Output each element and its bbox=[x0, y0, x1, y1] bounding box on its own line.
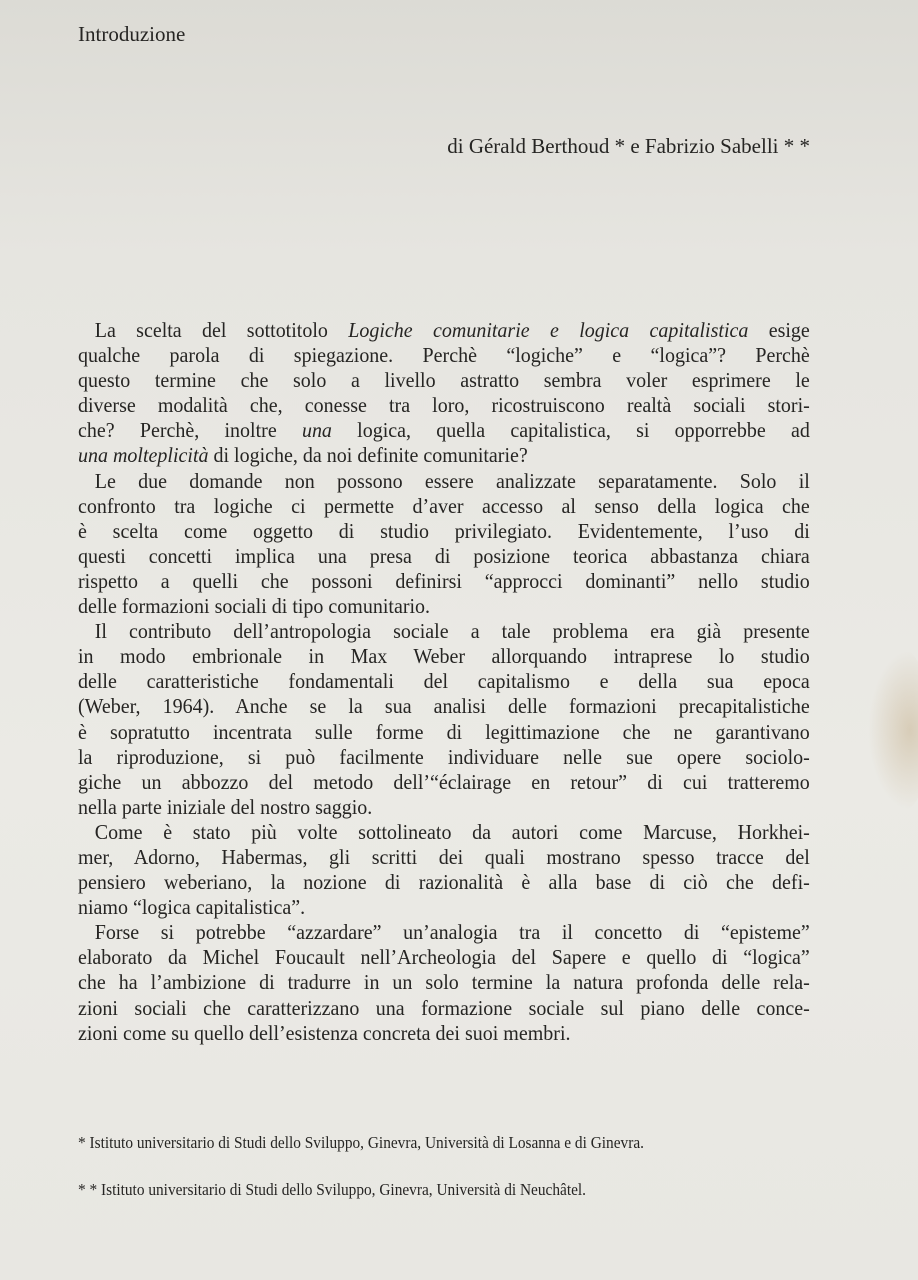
italic-text: Logiche comunitarie e logica capitalistica bbox=[348, 318, 749, 342]
text-segment: la riproduzione, si può facilmente individuare nelle sue opere sociolo- bbox=[78, 744, 810, 769]
text-segment: zioni come su quello dell’esistenza concreta dei suoi membri. bbox=[78, 1020, 571, 1045]
paragraph bbox=[78, 469, 810, 620]
text-line bbox=[78, 795, 810, 820]
text-segment: (Weber, 1964). Anche se la sua analisi delle formazioni precapitalistiche bbox=[78, 694, 810, 719]
text-line bbox=[78, 895, 810, 920]
footnote-1: * Istituto universitario di Studi dello Sviluppo, Ginevra, Università di Losanna e di Ginevra. bbox=[78, 1133, 644, 1152]
text-line bbox=[78, 443, 810, 468]
chapter-title: Introduzione bbox=[78, 22, 186, 46]
text-line bbox=[78, 770, 810, 795]
paragraph bbox=[78, 619, 810, 820]
text-segment: Le due domande non possono essere analizzate separatamente. Solo il bbox=[94, 468, 810, 493]
text-line bbox=[78, 619, 810, 644]
text-line bbox=[78, 820, 810, 845]
text-line bbox=[78, 318, 810, 343]
text-line bbox=[78, 469, 810, 494]
text-segment: diverse modalità che, conesse tra loro, ricostruiscono realtà sociali stori- bbox=[78, 393, 810, 418]
text-line bbox=[78, 494, 810, 519]
text-segment: logica, quella capitalistica, si opporrebbe ad bbox=[331, 418, 810, 443]
text-segment: nella parte iniziale del nostro saggio. bbox=[78, 794, 373, 819]
paragraph bbox=[78, 920, 810, 1045]
text-line bbox=[78, 996, 810, 1021]
text-line bbox=[78, 393, 810, 418]
text-segment: in modo embrionale in Max Weber allorquando intraprese lo studio bbox=[78, 644, 810, 669]
text-line bbox=[78, 694, 810, 719]
text-segment: pensiero weberiano, la nozione di razionalità è alla base di ciò che defi- bbox=[78, 870, 810, 895]
text-segment: questi concetti implica una presa di posizione teorica abbastanza chiara bbox=[78, 543, 810, 568]
authors-line: di Gérald Berthoud * e Fabrizio Sabelli * * bbox=[447, 134, 810, 158]
text-segment: delle caratteristiche fondamentali del capitalismo e della sua epoca bbox=[78, 669, 810, 694]
italic-text: una bbox=[301, 418, 332, 443]
text-line bbox=[78, 569, 810, 594]
text-line bbox=[78, 1021, 810, 1046]
text-segment: questo termine che solo a livello astratto sembra voler esprimere le bbox=[78, 368, 810, 393]
footnote-2: * * Istituto universitario di Studi dello Sviluppo, Ginevra, Università di Neuchâtel. bbox=[78, 1180, 587, 1199]
text-line bbox=[78, 343, 810, 368]
text-segment: esige bbox=[748, 318, 810, 342]
text-segment: Come è stato più volte sottolineato da autori come Marcuse, Horkhei- bbox=[94, 819, 810, 844]
text-line bbox=[78, 920, 810, 945]
page-stain bbox=[868, 650, 918, 810]
text-line bbox=[78, 745, 810, 770]
text-segment: La scelta del sottotitolo bbox=[94, 318, 349, 342]
text-segment: di logiche, da noi definite comunitarie? bbox=[208, 443, 528, 468]
text-segment: niamo “logica capitalistica”. bbox=[78, 895, 306, 920]
body-text bbox=[78, 318, 810, 1046]
text-segment: giche un abbozzo del metodo dell’“éclairage en retour” di cui tratteremo bbox=[78, 769, 810, 794]
text-segment: mer, Adorno, Habermas, gli scritti dei quali mostrano spesso tracce del bbox=[78, 844, 810, 869]
text-line bbox=[78, 418, 810, 443]
text-segment: confronto tra logiche ci permette d’aver accesso al senso della logica che bbox=[78, 493, 810, 518]
text-line bbox=[78, 368, 810, 393]
text-segment: che? Perchè, inoltre bbox=[78, 418, 302, 443]
text-line bbox=[78, 845, 810, 870]
paragraph bbox=[78, 318, 810, 469]
text-segment: è sopratutto incentrata sulle forme di legittimazione che ne garantivano bbox=[78, 719, 810, 744]
text-line bbox=[78, 870, 810, 895]
paragraph bbox=[78, 820, 810, 920]
text-segment: rispetto a quelli che possoni definirsi “approcci dominanti” nello studio bbox=[78, 568, 810, 593]
text-line bbox=[78, 544, 810, 569]
text-segment: zioni sociali che caratterizzano una formazione sociale sul piano delle conce- bbox=[78, 995, 810, 1020]
text-segment: Il contributo dell’antropologia sociale a tale problema era già presente bbox=[94, 619, 810, 644]
text-line bbox=[78, 720, 810, 745]
text-line bbox=[78, 594, 810, 619]
text-line bbox=[78, 519, 810, 544]
text-line bbox=[78, 644, 810, 669]
text-segment: delle formazioni sociali di tipo comunitario. bbox=[78, 594, 431, 619]
text-segment: qualche parola di spiegazione. Perchè “logiche” e “logica”? Perchè bbox=[78, 343, 810, 368]
text-line bbox=[78, 669, 810, 694]
text-segment: Forse si potrebbe “azzardare” un’analogia tra il concetto di “episteme” bbox=[94, 920, 810, 945]
text-segment: che ha l’ambizione di tradurre in un solo termine la natura profonda delle rela- bbox=[78, 970, 810, 995]
text-line bbox=[78, 945, 810, 970]
text-segment: elaborato da Michel Foucault nell’Archeologia del Sapere e quello di “logica” bbox=[78, 945, 810, 970]
text-line bbox=[78, 970, 810, 995]
italic-text: una molteplicità bbox=[78, 443, 209, 468]
text-segment: è scelta come oggetto di studio privilegiato. Evidentemente, l’uso di bbox=[78, 518, 810, 543]
